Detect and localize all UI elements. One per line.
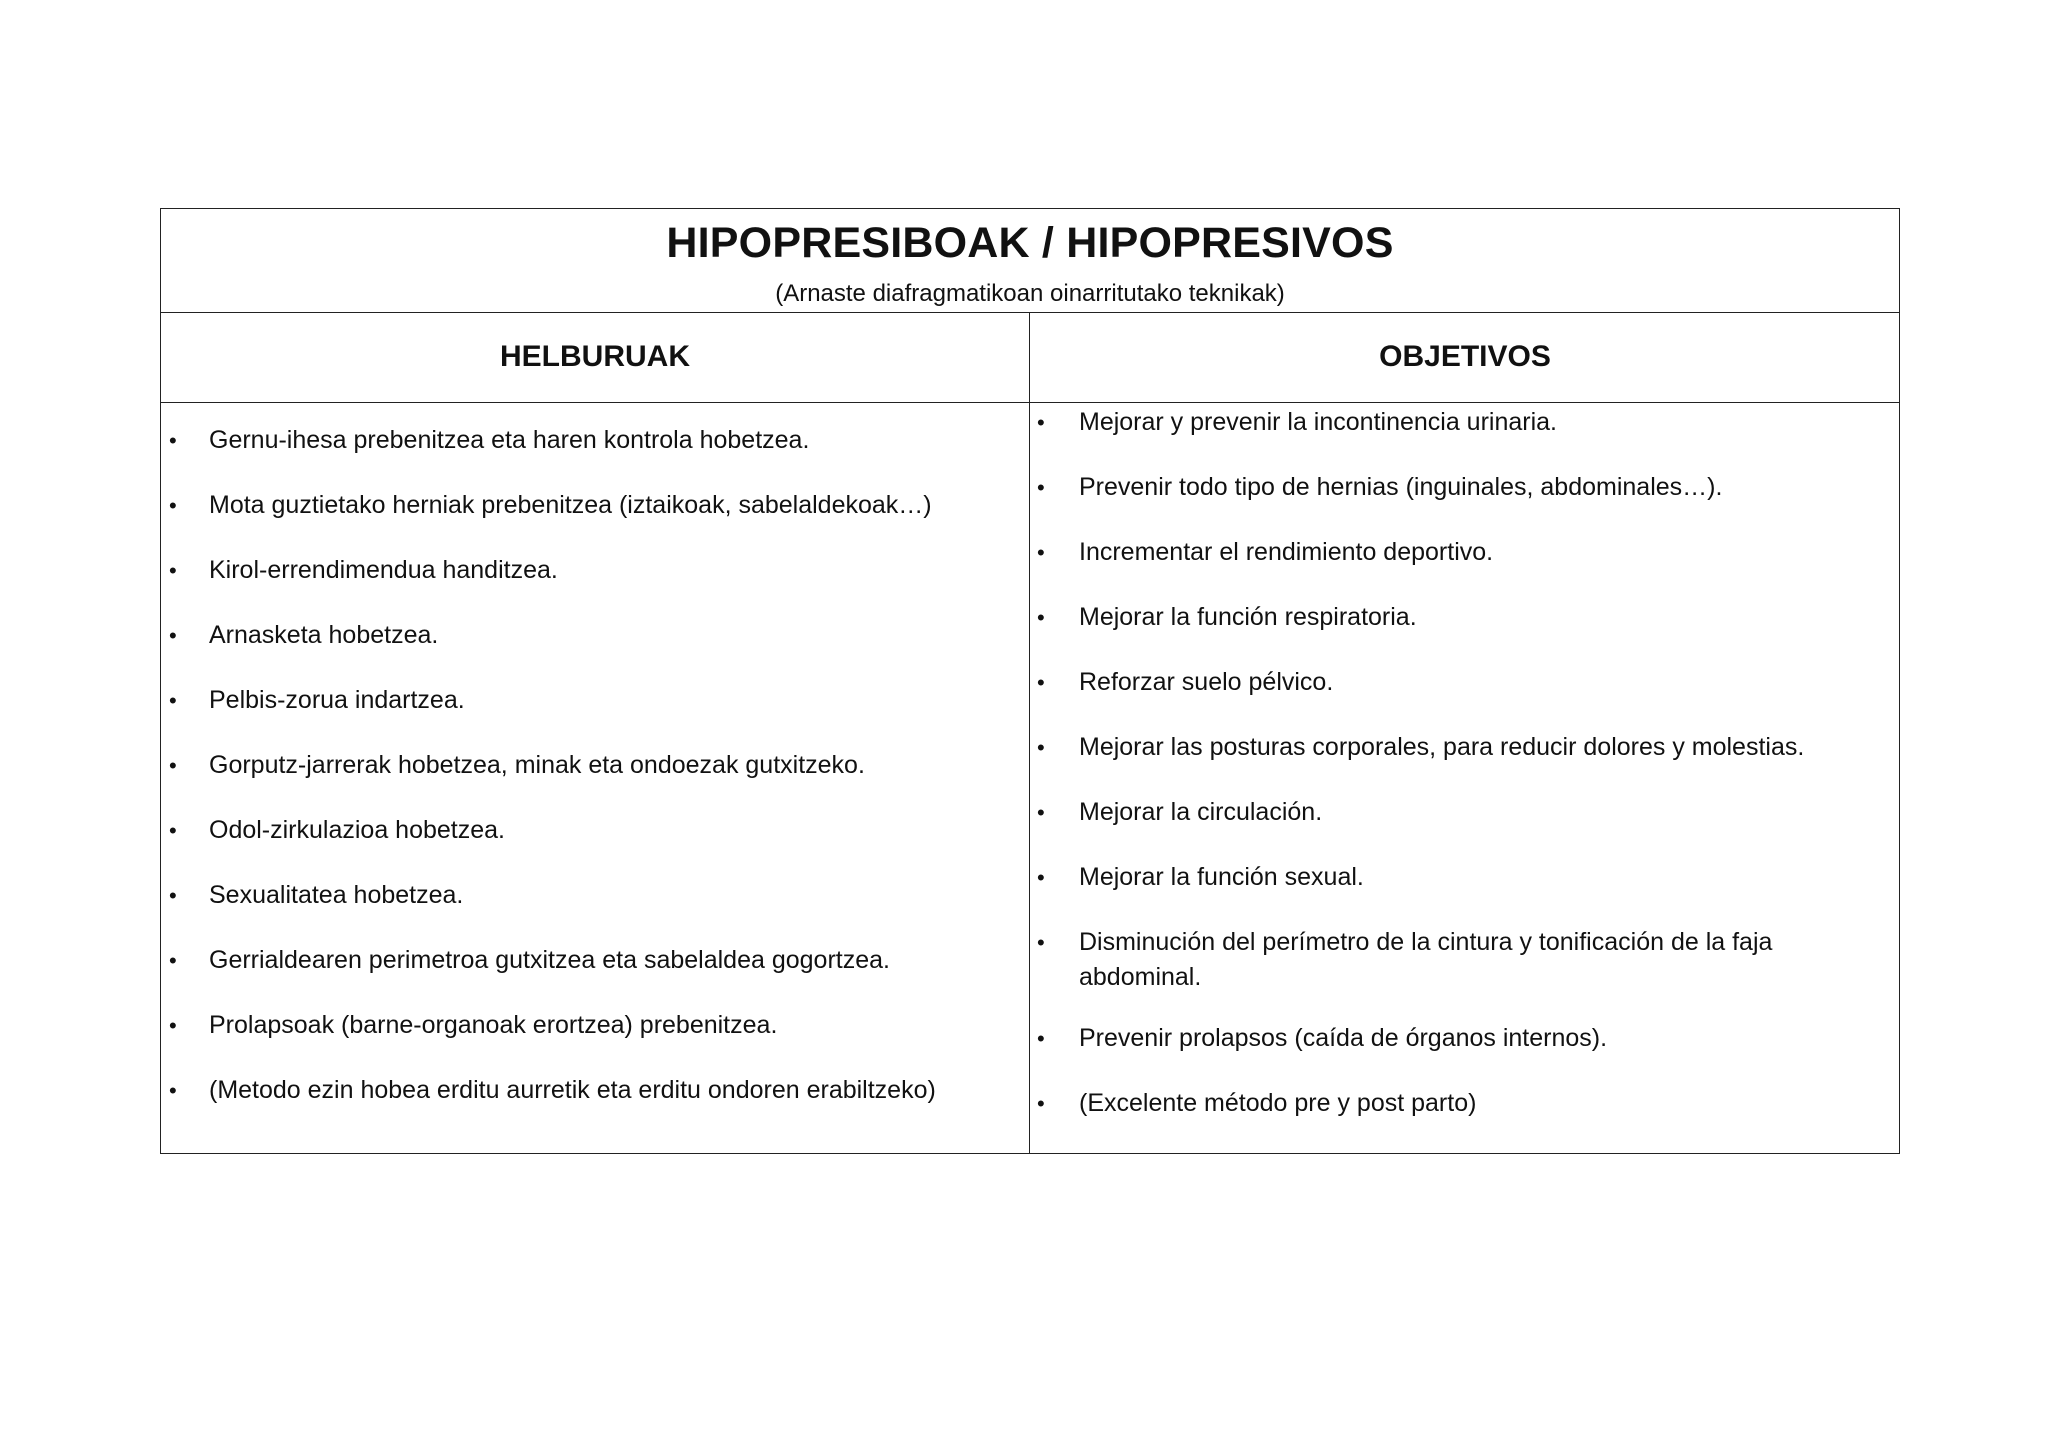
list-item-text: Prevenir prolapsos (caída de órganos internos). (1079, 1024, 1608, 1052)
list-item (1031, 1086, 1891, 1121)
list-item (161, 943, 1021, 978)
title-row (161, 209, 1899, 313)
list-item (1031, 535, 1891, 570)
list-item (1031, 860, 1891, 895)
column-header-helburuak: HELBURUAK (500, 340, 690, 373)
list-item-text: Odol-zirkulazioa hobetzea. (209, 816, 505, 844)
bullet-icon: • (169, 688, 177, 713)
list-item (161, 1008, 1021, 1043)
list-item-text: Gorputz-jarrerak hobetzea, minak eta ondoezak gutxitzeko. (209, 751, 865, 779)
column-divider (1029, 313, 1030, 1153)
list-item-text: Incrementar el rendimiento deportivo. (1079, 538, 1494, 566)
list-item (1031, 730, 1891, 765)
bullet-icon: • (169, 818, 177, 843)
bullet-icon: • (169, 883, 177, 908)
document-title: HIPOPRESIBOAK / HIPOPRESIVOS (666, 219, 1394, 267)
list-item-text: Mejorar las posturas corporales, para reducir dolores y molestias. (1079, 733, 1805, 761)
list-item-text: Mejorar la función sexual. (1079, 863, 1364, 891)
bullet-icon: • (1037, 540, 1045, 565)
list-item-text: Gernu-ihesa prebenitzea eta haren kontrola hobetzea. (209, 426, 810, 454)
bullet-icon: • (1037, 735, 1045, 760)
bullet-icon: • (169, 623, 177, 648)
list-item (161, 683, 1021, 718)
bullet-icon: • (1037, 800, 1045, 825)
bullet-icon: • (169, 428, 177, 453)
list-item (161, 813, 1021, 848)
objetivos-list (1031, 405, 1891, 1151)
list-item-text: Mejorar la función respiratoria. (1079, 603, 1417, 631)
list-item-text: Sexualitatea hobetzea. (209, 881, 464, 909)
bullet-icon: • (1037, 670, 1045, 695)
column-header-objetivos: OBJETIVOS (1379, 340, 1551, 373)
list-item (161, 748, 1021, 783)
list-item (1031, 1021, 1891, 1056)
list-item (161, 1073, 1021, 1108)
objectives-table (160, 208, 1900, 1154)
bullet-icon: • (169, 948, 177, 973)
list-item-text: Mota guztietako herniak prebenitzea (iztaikoak, sabelaldekoak…) (209, 491, 932, 519)
list-item-text: Prolapsoak (barne-organoak erortzea) prebenitzea. (209, 1011, 778, 1039)
document-subtitle: (Arnaste diafragmatikoan oinarritutako teknikak) (775, 280, 1285, 307)
bullet-icon: • (169, 493, 177, 518)
list-item (161, 553, 1021, 588)
list-item (1031, 795, 1891, 830)
list-item-text: Reforzar suelo pélvico. (1079, 668, 1334, 696)
bullet-icon: • (1037, 865, 1045, 890)
list-item (1031, 405, 1891, 440)
list-item-text: Arnasketa hobetzea. (209, 621, 439, 649)
bullet-icon: • (169, 1078, 177, 1103)
list-item-text: Gerrialdearen perimetroa gutxitzea eta sabelaldea gogortzea. (209, 946, 890, 974)
list-item-text: (Excelente método pre y post parto) (1079, 1089, 1477, 1117)
column-header-row (161, 313, 1899, 403)
list-item-text: Disminución del perímetro de la cintura y tonificación de la faja abdominal. (1079, 928, 1773, 991)
list-item (1031, 665, 1891, 700)
list-item-text: Kirol-errendimendua handitzea. (209, 556, 558, 584)
list-item (1031, 470, 1891, 505)
list-item-text: Pelbis-zorua indartzea. (209, 686, 465, 714)
bullet-icon: • (1037, 1026, 1045, 1051)
list-item-text: Mejorar la circulación. (1079, 798, 1323, 826)
list-item (1031, 925, 1891, 995)
bullet-icon: • (1037, 475, 1045, 500)
list-item-text: (Metodo ezin hobea erditu aurretik eta erditu ondoren erabiltzeko) (209, 1076, 936, 1104)
list-item (161, 488, 1021, 523)
bullet-icon: • (1037, 1091, 1045, 1116)
bullet-icon: • (169, 1013, 177, 1038)
list-item (1031, 600, 1891, 635)
bullet-icon: • (169, 558, 177, 583)
helburuak-list (161, 423, 1021, 1138)
bullet-icon: • (1037, 410, 1045, 435)
bullet-icon: • (1037, 930, 1045, 955)
list-item (161, 618, 1021, 653)
list-item-text: Prevenir todo tipo de hernias (inguinales, abdominales…). (1079, 473, 1723, 501)
bullet-icon: • (1037, 605, 1045, 630)
list-item (161, 878, 1021, 913)
list-item (161, 423, 1021, 458)
bullet-icon: • (169, 753, 177, 778)
list-item-text: Mejorar y prevenir la incontinencia urinaria. (1079, 408, 1558, 436)
